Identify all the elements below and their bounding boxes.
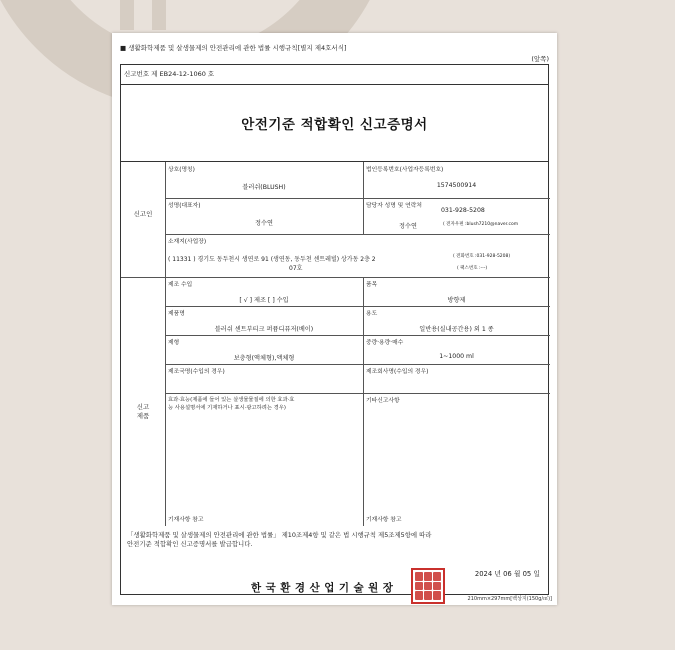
grid-line xyxy=(165,306,550,307)
weight-value: 1~1000 ml xyxy=(439,353,474,360)
contact-phone: 031-928-5208 xyxy=(441,207,485,214)
grid-line xyxy=(165,335,550,336)
grid-line xyxy=(165,234,550,235)
representative-label: 성명(대표자) xyxy=(168,203,201,209)
address-label: 소재지(사업장) xyxy=(168,239,207,245)
issue-date: 2024 년 06 월 05 일 xyxy=(474,570,540,578)
address-value-line1: ( 11331 ) 경기도 동두천시 생연로 91 (생연동, 동두천 센트레빌) 상가동 2층 2 xyxy=(168,256,376,263)
document-title: 안전기준 적합확인 신고증명서 xyxy=(241,117,428,133)
form-header-note: ■ 생활화학제품 및 살생물제의 안전관리에 관한 법률 시행규칙[별지 제4호서식] xyxy=(120,44,347,52)
type-value: 방향제 xyxy=(447,297,466,304)
form-frame xyxy=(120,64,549,595)
address-fax: ( 팩스번호 :---) xyxy=(457,266,488,271)
grid-line xyxy=(363,277,364,526)
paper-size-note: 210mm×297mm[백상지(150g/㎡)] xyxy=(467,596,552,602)
official-seal xyxy=(411,568,445,604)
form-value: 보충형(액체형),액체형 xyxy=(233,355,295,362)
effect-label-line1: 효과·효능(제품에 들어 있는 살생물물질에 의한 효과·효 xyxy=(168,397,295,403)
page-tag: (앞쪽) xyxy=(531,55,549,63)
address-value-line2: 07호 xyxy=(289,265,303,272)
maker-label: 제조회사명(수입의 경우) xyxy=(366,369,429,375)
issuance-statement-line2: 안전기준 적합확인 신고증명서를 발급합니다. xyxy=(127,539,253,548)
product-value: 블러쉬 센트부티크 퍼퓸디퓨저(베이) xyxy=(214,326,314,333)
issuance-statement-line1: 「생활화학제품 및 살생물제의 안전관리에 관한 법률」 제10조제4항 및 같은 법 시행규칙 제5조제5항에 따라 xyxy=(127,531,432,539)
declarant-section-label: 신고인 xyxy=(133,210,153,218)
grid-line xyxy=(165,162,166,526)
address-tel: ( 전화번호 :031-928-5208) xyxy=(453,254,511,259)
product-label: 제품명 xyxy=(168,311,185,317)
weight-label: 중량·용량·매수 xyxy=(366,340,404,346)
form-label: 제형 xyxy=(168,340,180,346)
serial-number: 신고번호 제 EB24-12-1060 호 xyxy=(121,65,548,85)
regno-label: 법인등록번호(사업자등록번호) xyxy=(366,167,444,173)
background-shape xyxy=(120,0,166,30)
form-grid xyxy=(121,161,548,525)
mfg-value: [ √ ] 제조 [ ] 수입 xyxy=(239,297,289,304)
other-label: 기타신고사항 xyxy=(366,398,400,404)
issuance-statement xyxy=(127,531,537,548)
grid-line xyxy=(121,277,550,278)
product-section-label xyxy=(121,403,165,421)
product-section-label-line2: 제품 xyxy=(136,412,150,420)
mfg-label: 제조 수입 xyxy=(168,282,193,288)
country-label: 제조국명(수입의 경우) xyxy=(168,369,225,375)
usage-label: 용도 xyxy=(366,311,378,317)
contact-email: ( 전자우편 :blush7210@naver.com xyxy=(443,222,519,227)
reference-left: 기재사항 참고 xyxy=(168,517,204,523)
grid-line xyxy=(165,198,550,199)
representative-value: 정수연 xyxy=(255,220,273,227)
regno-value: 1574500914 xyxy=(436,182,477,189)
grid-line xyxy=(165,393,550,394)
effect-label-line2: 능 사용설명서에 기재하거나 표시·광고하려는 경우) xyxy=(168,405,286,411)
name-label: 상호(명칭) xyxy=(168,167,195,173)
name-value: 블러쉬(BLUSH) xyxy=(242,184,286,191)
certificate-document xyxy=(112,33,557,605)
contact-label: 담당자 성명 및 연락처 xyxy=(366,203,422,209)
product-section-label-line1: 신고 xyxy=(136,403,150,411)
issuer-name: 한국환경산업기술원장 xyxy=(251,582,398,594)
contact-name: 정수연 xyxy=(399,223,417,230)
usage-value: 일반용(실내공간용) 외 1 종 xyxy=(419,326,494,333)
grid-line xyxy=(165,364,550,365)
type-label: 품목 xyxy=(366,282,378,288)
reference-right: 기재사항 참고 xyxy=(366,517,402,523)
